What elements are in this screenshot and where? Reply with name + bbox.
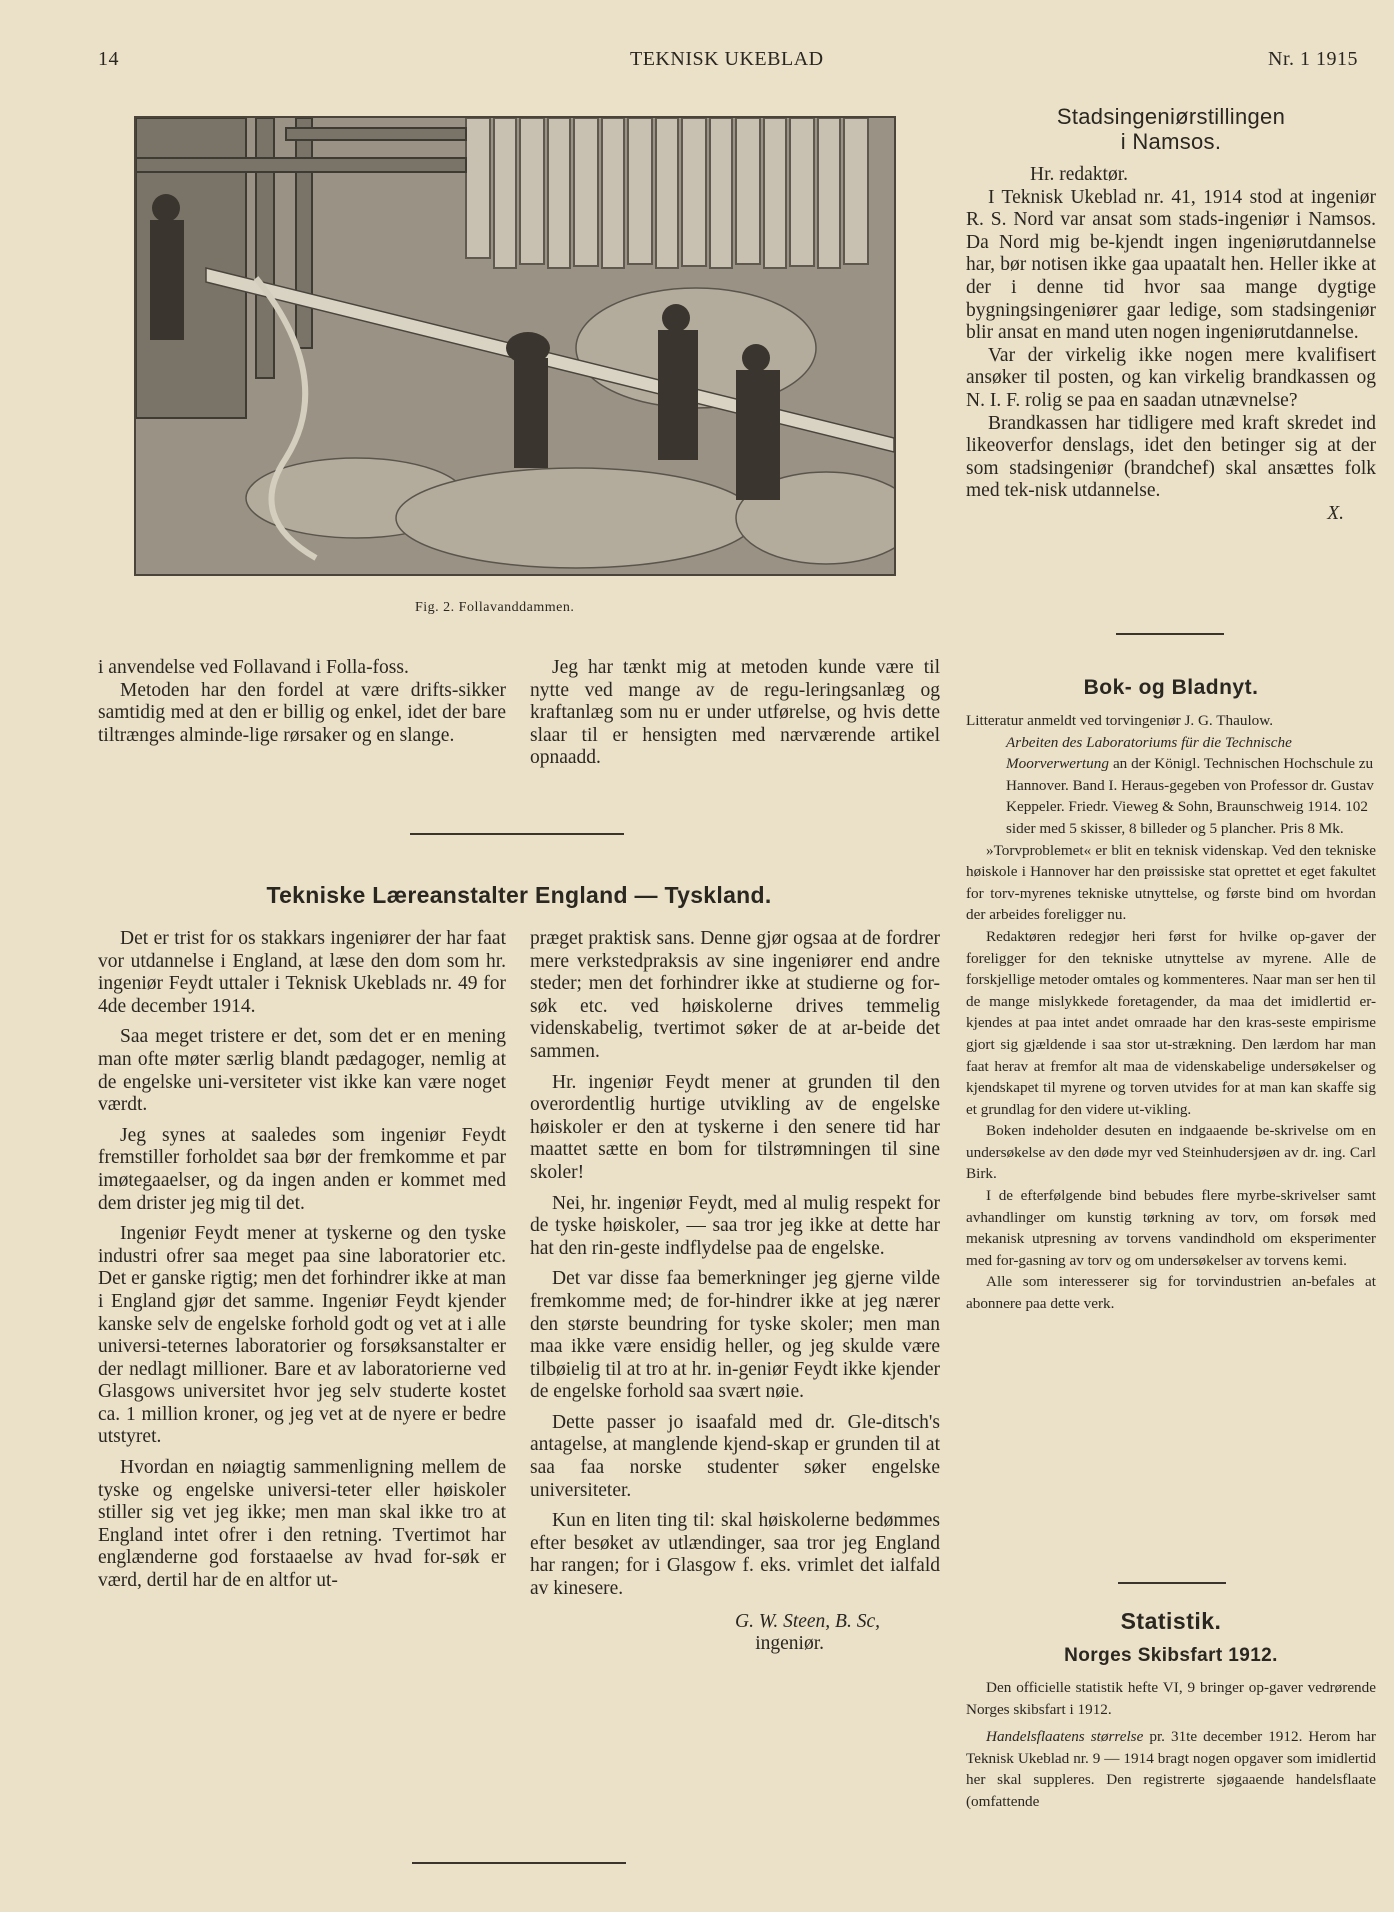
page-number: 14 <box>98 48 119 70</box>
book-title: Arbeiten des Laboratoriums für die Technische Moorverwertung <box>1006 733 1292 773</box>
paragraph: Hr. ingeniør Feydt mener at grunden til den overordentlig hurtige utvikling av de engelske høiskoler er den at tyskerne i den senere tid har maattet sætte en bom for tilstrømningen til sine skoler! <box>530 1071 940 1183</box>
section-divider <box>1118 1582 1226 1584</box>
paragraph: Den officielle statistik hefte VI, 9 bringer op-gaver vedrørende Norges skibsfart i 1912. <box>966 1679 1376 1718</box>
paragraph: Boken indeholder desuten en indgaaende be-skrivelse om en undersøkelse av den døde myr ved Steinhudersjøen av dr. ing. Carl Birk. <box>966 1122 1376 1183</box>
emphasis: Handelsflaatens størrelse <box>986 1728 1144 1746</box>
section-subtitle: Norges Skibsfart 1912. <box>1064 1645 1278 1666</box>
section-title: Bok- og Bladnyt. <box>1083 676 1259 699</box>
paragraph: I Teknisk Ukeblad nr. 41, 1914 stod at ingeniør R. S. Nord var ansat som stads-ingeniør i Namsos. Da Nord mig be-kjendt ingen ingeniørutdannelse har, bør notisen ikke gaa upaatalt hen. Heller ikke at der i denne tid hvor saa mange dygtige bygningsingeniører gaar ledige, som stadsingeniør blir ansat en mand uten nogen ingeniørutdannelse. <box>966 186 1376 344</box>
paragraph: Jeg synes at saaledes som ingeniør Feydt fremstiller forholdet saa bør der fremkomme et par imøtegaaelser, og da ingen anden er kommet med dem drister jeg mig til det. <box>98 1124 506 1214</box>
paragraph: Alle som interesserer sig for torvindustrien an-befales at abonnere paa dette verk. <box>966 1273 1376 1313</box>
journal-title: TEKNISK UKEBLAD <box>630 48 824 70</box>
laereanstalter-col1 <box>98 928 506 1593</box>
signature: G. W. Steen, B. Sc, <box>735 1610 880 1632</box>
statistik-section <box>966 1608 1376 1813</box>
paragraph: Kun en liten ting til: skal høiskolerne bedømmes efter besøket av utlændinger, saa tror jeg England har rangen; for i Glasgow f. eks. vrimlet det ialfald av kinesere. <box>530 1510 940 1600</box>
signature-title: ingeniør. <box>755 1633 824 1655</box>
paragraph: Ingeniør Feydt mener at tyskerne og den tyske industri ofrer saa meget paa sine laboratorier etc. Det er ganske rigtig; men det forhindrer ikke at man i England gjør det samme. Ingeniør Feydt kjender kanske selv de engelske forhold godt og vet at i alle universi-teternes laboratorier og forsøksanstalter er der nedlagt millioner. Bare et av laboratorierne ved Glasgows universitet hvor jeg selv studerte kostet ca. 1 million kroner, og jeg vet at de nyere er bedre utstyret. <box>98 1223 506 1448</box>
laereanstalter-col2 <box>530 928 940 1656</box>
paragraph: Metoden har den fordel at være drifts-sikker samtidig med at den er billig og enkel, idet der bare tiltrænges alminde-lige rørsaker og en slange. <box>98 679 506 746</box>
figure-caption: Fig. 2. Follavanddammen. <box>415 600 575 615</box>
book-info: an der Königl. Technischen Hochschule zu Hannover. Band I. Heraus-gegeben von Professor dr. Gustav Keppeler. Friedr. Vieweg & Sohn, Braunschweig 1914. 102 sider med 5 skisser, 8 billeder og 5 plancher. Pris 8 Mk. <box>1006 755 1374 837</box>
bok-section <box>966 676 1376 1315</box>
paragraph: Var der virkelig ikke nogen mere kvalifisert ansøker til posten, og kan virkelig brandkassen og N. I. F. rolig se paa en saadan utnævnelse? <box>966 344 1376 411</box>
figure-photo <box>134 116 896 576</box>
paragraph: Brandkassen har tidligere med kraft skredet ind likeoverfor denslags, idet den betinger sig at der som stadsingeniør (brandchef) skal ansættes folk med tek-nisk utdannelse. <box>966 412 1376 502</box>
section-divider <box>410 833 624 835</box>
article-title: Tekniske Læreanstalter England — Tyskland. <box>266 882 772 908</box>
book-reference <box>966 732 1376 840</box>
section-title-line2: i Namsos. <box>1120 129 1222 154</box>
paragraph: Dette passer jo isaafald med dr. Gle-ditsch's antagelse, at manglende kjend-skap er grunden til at saa faa norske studenter søker engelske universiteter. <box>530 1411 940 1501</box>
paragraph: Redaktøren redegjør heri først for hvilke op-gaver der foreligger for den tekniske utnyttelse av myrene. Alle de forskjellige metoder omtales og kommenteres. Naar man ser hen til de mange mislykkede foretagender, da maa det imidlertid er-kjendes at paa intet andet omraade har den kras-seste empirisme gjort sig gjældende i saa stor ut-strækning. Den lærdom har man faat herav at fremfor alt maa de videnskabelige undersøkelser og kjendskapet til myrene og torven utvides for at man kan skaffe sig et grundlag for den videre ut-vikling. <box>966 927 1376 1118</box>
paragraph: i anvendelse ved Follavand i Folla-foss. <box>98 657 409 678</box>
stadsingenior-section <box>966 104 1376 526</box>
paragraph: Det var disse faa bemerkninger jeg gjerne vilde fremkomme med; de for-hindrer ikke at jeg nærer den største beundring for tyske skoler; men man maa ikke være ensidig heller, og jeg skulde være tilbøielig til at tro at hr. in-geniør Feydt ikke kjender de engelske forhold saa svært nøie. <box>530 1268 940 1403</box>
section-title: Stadsingeniørstillingen <box>1056 104 1286 129</box>
section-divider <box>1116 633 1224 635</box>
paragraph: præget praktisk sans. Denne gjør ogsaa at de fordrer mere verkstedpraksis av sine ingeniører end andre steder; men det forhindrer ikke at studierne og for-søk etc. ved høiskolerne drives temmelig videnskabelig, tvertimot søker de at ar-beide det sammen. <box>530 928 940 1062</box>
paragraph: Jeg har tænkt mig at metoden kunde være til nytte ved mange av de regu-leringsanlæg og kraftanlæg som nu er under utførelse, og hvis dette slaar til er hensigten med nærværende artikel opnaadd. <box>530 657 940 769</box>
byline: Litteratur anmeldt ved torvingeniør J. G. Thaulow. <box>966 712 1274 729</box>
paragraph: pr. 31te december 1912. Herom har Teknisk Ukeblad nr. 9 — 1914 bragt nogen opgaver som imidlertid her skal suppleres. Den registrerte sjøgaaende handelsflaate (omfattende <box>966 1728 1376 1810</box>
section-title: Statistik. <box>1120 1608 1222 1634</box>
follavand-col2 <box>530 657 940 770</box>
paragraph: I de efterfølgende bind bebudes flere myrbe-skrivelser samt avhandlinger om kunstig tørkning av torv, om forsøk med mekanisk utpresning av torvens vandindhold om eksperimenter med for-gasning av torv og om undersøkelser av torvens kemi. <box>966 1187 1376 1269</box>
follavand-col1 <box>98 657 506 747</box>
paragraph: Saa meget tristere er det, som det er en mening man ofte møter særlig blandt pædagoger, nemlig at de engelske uni-versiteter vist ikke kan være noget værdt. <box>98 1026 506 1116</box>
paragraph: »Torvproblemet« er blit en teknisk videnskap. Ved den tekniske høiskole i Hannover har den prøissiske stat oprettet et eget fakultet for torv-myrenes tekniske utnyttelse, og første bind om hvordan der arbeides foreligger nu. <box>966 841 1376 924</box>
salutation: Hr. redaktør. <box>1030 164 1129 185</box>
paragraph: Nei, hr. ingeniør Feydt, med al mulig respekt for de tyske høiskoler, — saa tror jeg ikke at dette har hat den rin-geste indflydelse paa de engelske. <box>530 1192 940 1259</box>
signature: X. <box>1327 502 1344 524</box>
dam-photo-illustration <box>136 118 894 574</box>
paragraph: Det er trist for os stakkars ingeniører der har faat vor utdannelse i England, at læse den dom som hr. ingeniør Feydt uttaler i Teknisk Ukeblads nr. 49 for 4de december 1914. <box>98 928 506 1017</box>
issue-number: Nr. 1 1915 <box>1268 48 1358 70</box>
section-divider <box>412 1862 626 1864</box>
paragraph: Hvordan en nøiagtig sammenligning mellem de tyske og engelske universi-teter eller høiskoler stiller sig vet jeg ikke; men man skal ikke tro at England intet ofrer i den retning. Tvertimot har englænderne god forstaaelse av hvad for-søk er værd, dertil har de en altfor ut- <box>98 1457 506 1592</box>
